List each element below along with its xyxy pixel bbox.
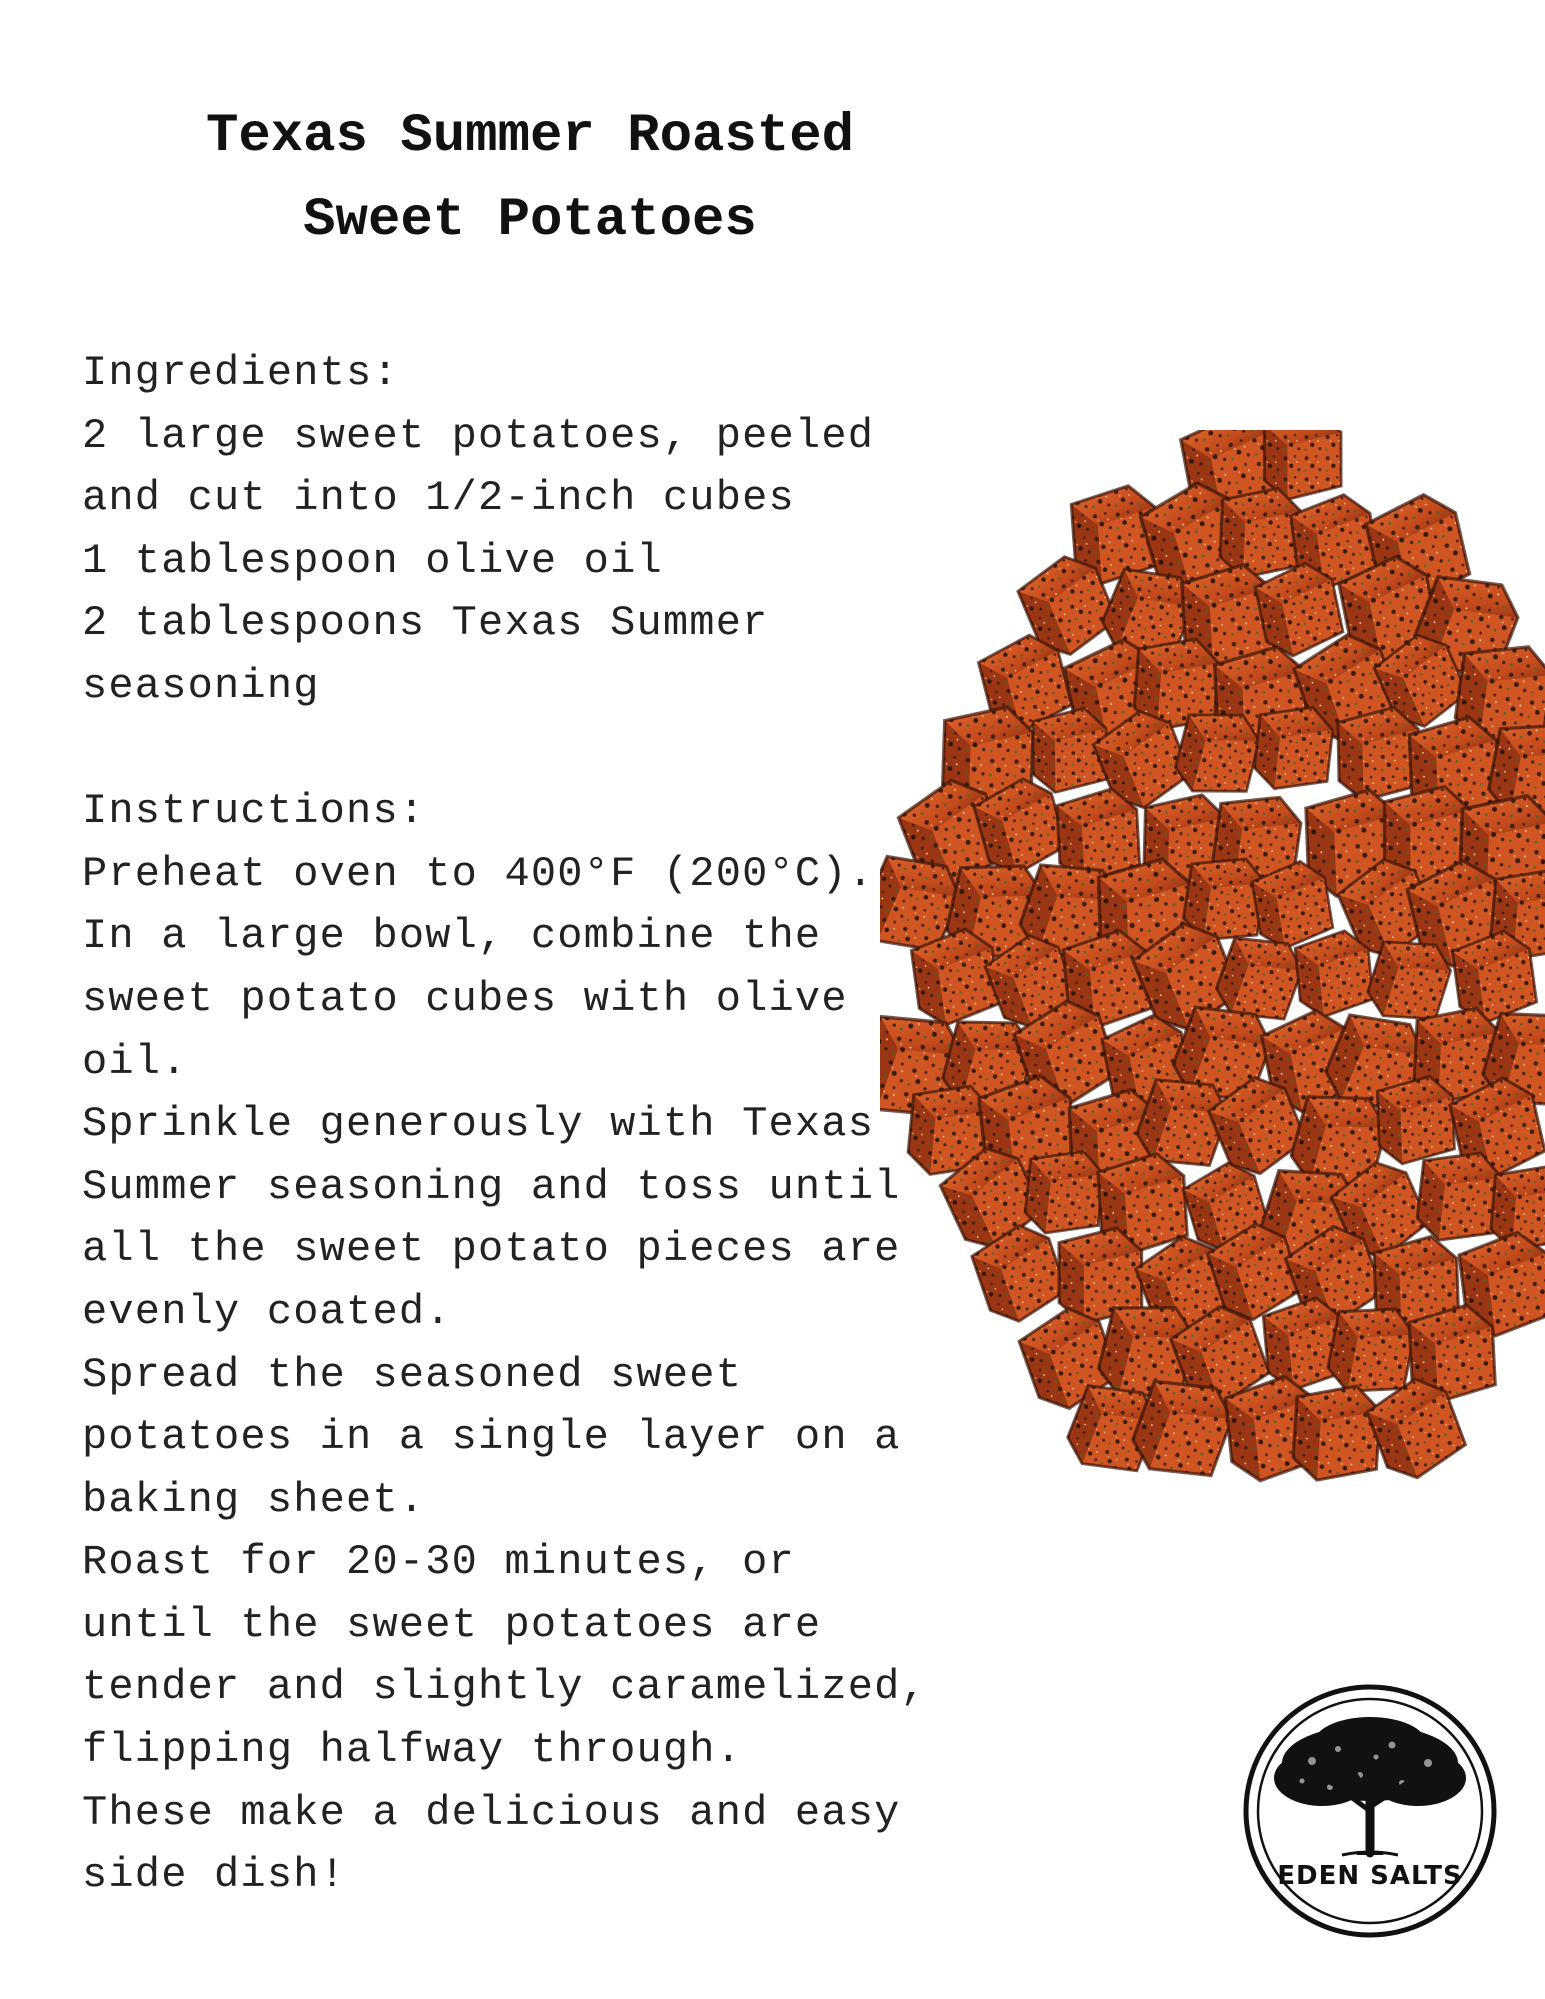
instruction-line: Spread the seasoned sweet [82,1350,743,1399]
instructions-heading: Instructions: [82,787,426,836]
instruction-line: potatoes in a single layer on a [82,1413,901,1462]
recipe-title [60,95,1000,263]
ingredient-line: and cut into 1/2-inch cubes [82,474,795,523]
sweet-potato-cube [1219,486,1301,580]
instruction-line: Summer seasoning and toss until [82,1162,901,1211]
sweet-potato-cube [1338,707,1420,801]
ingredients-heading: Ingredients: [82,349,399,397]
logo-text: EDEN SALTS [1277,1861,1463,1891]
oak-tree-icon [1242,1683,1498,1939]
instruction-line: Preheat oven to 400°F (200°C). [82,849,875,898]
section-spacer [82,718,962,781]
instruction-line: side dish! [82,1851,347,1900]
ingredient-line: 2 large sweet potatoes, peeled [82,411,875,460]
instruction-line: all the sweet potato pieces are [82,1225,901,1274]
instruction-line: flipping halfway through. [82,1726,743,1775]
ingredient-line: 2 tablespoons Texas Summer [82,599,769,648]
ingredient-line: seasoning [82,661,320,710]
roasted-sweet-potato-cubes-image [880,430,1545,1510]
recipe-title-line-1: Texas Summer Roasted [205,106,855,167]
instruction-line: baking sheet. [82,1475,426,1524]
instruction-line: until the sweet potatoes are [82,1600,822,1649]
instruction-line: These make a delicious and easy [82,1788,901,1837]
instruction-line: In a large bowl, combine the [82,912,822,961]
eden-salts-logo [1242,1683,1498,1939]
recipe-body [82,342,962,1907]
sweet-potato-cube [1377,1076,1455,1165]
sweet-potato-cube [1292,1382,1382,1484]
instruction-line: sweet potato cubes with olive [82,974,848,1023]
instruction-line: evenly coated. [82,1287,452,1336]
recipe-title-line-2: Sweet Potatoes [303,190,757,251]
instruction-line: oil. [82,1037,188,1086]
instruction-line: tender and slightly caramelized, [82,1663,927,1712]
instruction-line: Roast for 20-30 minutes, or [82,1538,795,1587]
instruction-line: Sprinkle generously with Texas [82,1100,875,1149]
ingredient-line: 1 tablespoon olive oil [82,536,663,585]
